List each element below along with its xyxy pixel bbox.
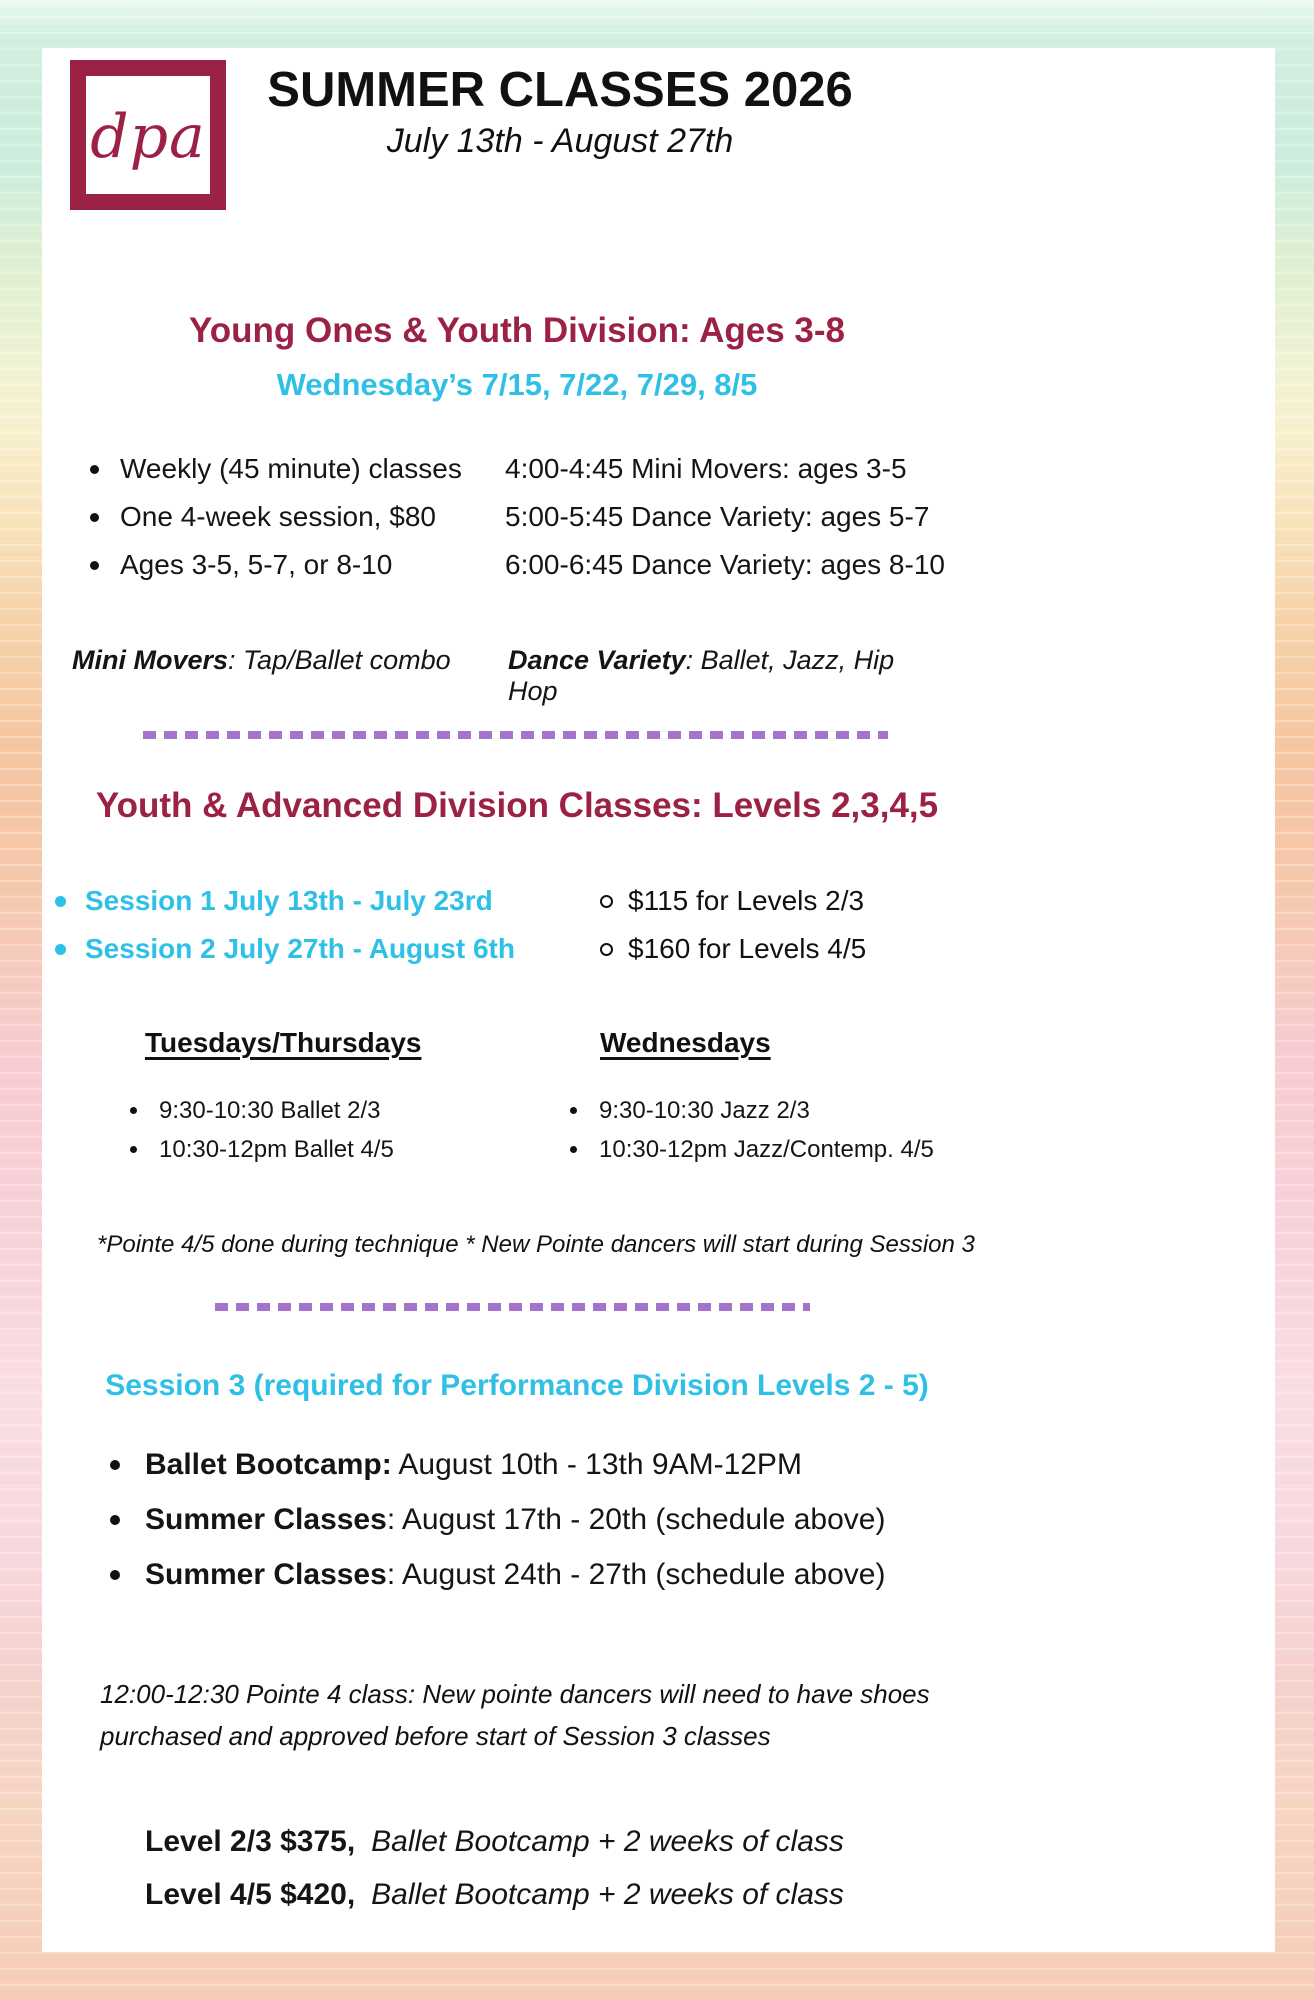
session-prices-list xyxy=(600,877,866,973)
pricing-label: Level 2/3 $375, xyxy=(145,1824,356,1858)
note-desc: : Tap/Ballet combo xyxy=(228,645,451,676)
weekday-columns xyxy=(42,1027,1052,1169)
bullet-dot-icon xyxy=(130,1146,137,1153)
list-item-text: One 4-week session, $80 xyxy=(120,501,436,533)
list-item xyxy=(110,1437,1052,1492)
dashed-divider xyxy=(215,1303,810,1311)
bullet-dot-icon xyxy=(55,896,66,907)
list-item xyxy=(55,877,600,925)
list-item-text: $115 for Levels 2/3 xyxy=(628,885,865,917)
pricing-desc: Ballet Bootcamp + 2 weeks of class xyxy=(371,1824,844,1858)
list-item-text: 5:00-5:45 Dance Variety: ages 5-7 xyxy=(505,501,930,533)
list-item-text: 10:30-12pm Ballet 4/5 xyxy=(159,1135,394,1163)
bullet-dot-icon xyxy=(90,561,99,570)
youth-advanced-heading: Youth & Advanced Division Classes: Levels 2,3,4,5 xyxy=(95,786,939,826)
list-item xyxy=(570,1130,934,1169)
note-label: Mini Movers xyxy=(72,645,229,676)
bullet-dot-icon xyxy=(90,513,99,522)
list-item-text: Session 2 July 27th - August 6th xyxy=(85,933,515,965)
page-title: SUMMER CLASSES 2026 xyxy=(267,63,853,117)
list-item xyxy=(505,541,945,589)
list-item-label: Ballet Bootcamp: xyxy=(145,1447,392,1481)
list-item xyxy=(505,445,945,493)
flyer-content xyxy=(42,48,1052,1921)
day-class-list xyxy=(130,1091,570,1169)
list-item-text: 6:00-6:45 Dance Variety: ages 8-10 xyxy=(505,549,945,581)
bullet-dot-icon xyxy=(55,944,66,955)
section-youth-advanced xyxy=(42,785,1052,1311)
list-item xyxy=(55,925,600,973)
flyer-card xyxy=(42,48,1275,1952)
list-item-text: Ages 3-5, 5-7, or 8-10 xyxy=(120,549,393,581)
section-session3 xyxy=(42,1369,1052,1921)
list-item-label: Summer Classes xyxy=(145,1502,387,1536)
header xyxy=(42,48,1052,218)
list-item-text: 9:30-10:30 Ballet 2/3 xyxy=(159,1096,381,1124)
list-item-text: Weekly (45 minute) classes xyxy=(120,453,462,485)
session3-list xyxy=(42,1437,1052,1602)
bullet-dot-icon xyxy=(570,1146,577,1153)
bullet-dot-icon xyxy=(570,1107,577,1114)
list-item xyxy=(570,1091,934,1130)
pointe-note: *Pointe 4/5 done during technique * New Pointe dancers will start during Session 3 xyxy=(97,1231,975,1259)
title-block xyxy=(160,62,960,161)
list-item xyxy=(600,925,866,973)
note-desc: : Ballet, Jazz, Hip Hop xyxy=(508,645,895,707)
day-column-heading: Wednesdays xyxy=(600,1027,771,1059)
pointe-shoes-note: 12:00-12:30 Pointe 4 class: New pointe dancers will need to have shoes purchased and approved before start of Session 3 classes xyxy=(100,1679,930,1751)
pricing-row xyxy=(145,1815,1052,1868)
day-class-list xyxy=(570,1091,934,1169)
list-item xyxy=(130,1091,570,1130)
bullet-dot-icon xyxy=(90,465,99,474)
young-division-info-list xyxy=(90,445,505,589)
young-division-dates: Wednesday’s 7/15, 7/22, 7/29, 8/5 xyxy=(276,367,758,402)
list-item xyxy=(90,445,505,493)
list-item xyxy=(505,493,945,541)
bullet-dot-icon xyxy=(110,1515,120,1525)
list-item xyxy=(90,541,505,589)
list-item-text: $160 for Levels 4/5 xyxy=(628,933,867,965)
pricing-desc: Ballet Bootcamp + 2 weeks of class xyxy=(371,1877,844,1911)
list-item xyxy=(130,1130,570,1169)
dpa-logo-text: dpa xyxy=(90,102,206,172)
young-division-heading: Young Ones & Youth Division: Ages 3-8 xyxy=(189,311,845,350)
note-label: Dance Variety xyxy=(508,645,686,676)
date-range: July 13th - August 27th xyxy=(386,122,734,161)
wednesday-column xyxy=(570,1027,934,1169)
session-columns xyxy=(42,877,1052,973)
dashed-divider xyxy=(143,731,888,739)
list-item-text: Session 1 July 13th - July 23rd xyxy=(85,885,493,917)
mini-movers-note xyxy=(72,645,508,707)
pricing-row xyxy=(145,1868,1052,1921)
session3-heading: Session 3 (required for Performance Division Levels 2 - 5) xyxy=(105,1369,929,1403)
pricing-label: Level 4/5 $420, xyxy=(145,1877,356,1911)
list-item-text: : August 24th - 27th (schedule above) xyxy=(386,1557,886,1591)
day-column-heading: Tuesdays/Thursdays xyxy=(145,1027,422,1059)
list-item xyxy=(600,877,866,925)
section-young-division xyxy=(42,310,1052,739)
bullet-circle-icon xyxy=(600,943,613,956)
bullet-circle-icon xyxy=(600,895,613,908)
list-item-text: 10:30-12pm Jazz/Contemp. 4/5 xyxy=(599,1135,934,1163)
list-item-label: Summer Classes xyxy=(145,1557,387,1591)
list-item-text: 4:00-4:45 Mini Movers: ages 3-5 xyxy=(505,453,907,485)
bullet-dot-icon xyxy=(130,1107,137,1114)
class-style-notes xyxy=(42,645,1052,707)
list-item xyxy=(90,493,505,541)
young-division-columns xyxy=(42,445,1052,589)
pricing-block xyxy=(42,1815,1052,1921)
list-item-text: 9:30-10:30 Jazz 2/3 xyxy=(599,1096,810,1124)
young-division-schedule-list xyxy=(505,445,945,589)
tues-thurs-column xyxy=(130,1027,570,1169)
dance-variety-note xyxy=(508,645,944,707)
list-item xyxy=(110,1547,1052,1602)
session-dates-list xyxy=(55,877,600,973)
list-item-text: August 10th - 13th 9AM-12PM xyxy=(391,1447,802,1481)
bullet-dot-icon xyxy=(110,1460,120,1470)
bullet-dot-icon xyxy=(110,1570,120,1580)
list-item-text: : August 17th - 20th (schedule above) xyxy=(386,1502,886,1536)
list-item xyxy=(110,1492,1052,1547)
